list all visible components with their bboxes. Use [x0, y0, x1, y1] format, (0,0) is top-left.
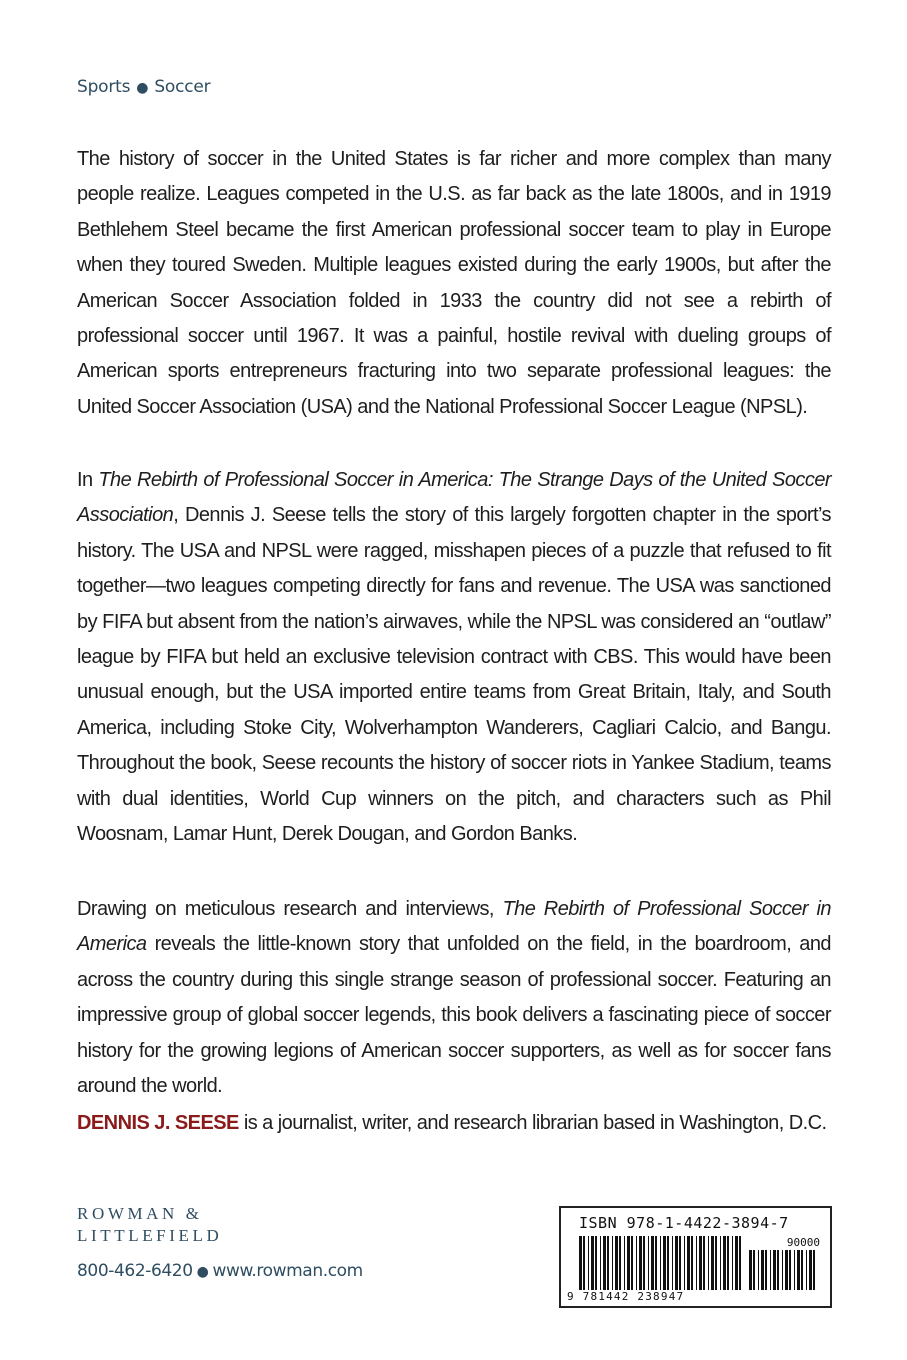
barcode-stripe — [600, 1236, 601, 1290]
barcode-stripe — [639, 1236, 642, 1290]
barcode-stripe — [699, 1236, 702, 1290]
barcode-stripe — [684, 1236, 685, 1290]
price-barcode-bars — [749, 1250, 817, 1290]
bullet-icon: ● — [196, 1264, 209, 1280]
category-line — [77, 77, 210, 97]
barcode-stripe — [648, 1236, 649, 1290]
barcode-stripe — [595, 1236, 597, 1290]
barcode-stripe — [679, 1236, 681, 1290]
p2-prefix: In — [77, 469, 99, 491]
barcode-stripe — [627, 1236, 630, 1290]
barcode-stripe — [789, 1250, 791, 1290]
barcode-stripe — [758, 1250, 759, 1290]
barcode-stripe — [801, 1250, 803, 1290]
barcode-stripe — [809, 1250, 812, 1290]
barcode-stripe — [675, 1236, 678, 1290]
barcode-stripe — [636, 1236, 637, 1290]
barcode-stripe — [777, 1250, 779, 1290]
barcode-stripe — [735, 1236, 738, 1290]
publisher-logo-line-1: ROWMAN & — [77, 1204, 203, 1223]
barcode-stripe — [785, 1250, 788, 1290]
publisher-logo — [77, 1203, 222, 1247]
barcode-stripe — [773, 1250, 776, 1290]
description-paragraph-1: The history of soccer in the United States is far richer and more complex than many people realize. Leagues competed in the U.S. as far back as the late 1800s, and in 1919 Bethlehem Steel became the first American professional soccer team to play in Europe when they toured Sweden. Multiple leagues existed during the early 1900s, but after the American Soccer Association folded in 1933 the country did not see a rebirth of professional soccer until 1967. It was a painful, hostile revival with dueling groups of American sports entrepreneurs fracturing into two separate professional leagues: the United Soccer Association (USA) and the National Professional Soccer League (NPSL). — [77, 148, 831, 418]
barcode-stripe — [631, 1236, 633, 1290]
barcode-stripe — [643, 1236, 645, 1290]
barcode-stripe — [727, 1236, 729, 1290]
barcode-stripe — [579, 1236, 582, 1290]
barcode-stripe — [715, 1236, 717, 1290]
p3-prefix: Drawing on meticulous research and interviews, — [77, 898, 503, 920]
barcode-stripe — [711, 1236, 714, 1290]
barcode-stripe — [696, 1236, 697, 1290]
barcode-stripe — [624, 1236, 625, 1290]
barcode-stripe — [806, 1250, 807, 1290]
barcode-stripe — [732, 1236, 733, 1290]
barcode-stripe — [663, 1236, 666, 1290]
barcode-stripe — [794, 1250, 795, 1290]
barcode-stripe — [761, 1250, 764, 1290]
barcode-stripe — [739, 1236, 741, 1290]
barcode-stripe — [797, 1250, 800, 1290]
book-title-short-italic: The Rebirth of Professional Soccer in America — [77, 898, 831, 956]
publisher-website: www.rowman.com — [212, 1261, 363, 1281]
barcode-stripe — [588, 1236, 589, 1290]
barcode-stripe — [603, 1236, 606, 1290]
barcode-stripe — [612, 1236, 613, 1290]
barcode-stripe — [720, 1236, 721, 1290]
barcode-stripe — [667, 1236, 669, 1290]
barcode-stripe — [723, 1236, 726, 1290]
barcode-stripe — [672, 1236, 673, 1290]
author-name: DENNIS J. SEESE — [77, 1112, 239, 1134]
barcode-stripe — [687, 1236, 690, 1290]
isbn-barcode — [559, 1206, 832, 1308]
barcode-bars — [579, 1236, 745, 1290]
category-sports: Sports — [77, 77, 131, 97]
barcode-stripe — [651, 1236, 654, 1290]
barcode-stripe — [813, 1250, 815, 1290]
price-code: 90000 — [786, 1236, 820, 1249]
barcode-stripe — [615, 1236, 618, 1290]
barcode-stripe — [765, 1250, 767, 1290]
barcode-stripe — [753, 1250, 755, 1290]
barcode-stripe — [782, 1250, 783, 1290]
category-soccer: Soccer — [154, 77, 211, 97]
author-bio-text: is a journalist, writer, and research librarian based in Washington, D.C. — [238, 1112, 827, 1134]
barcode-stripe — [607, 1236, 609, 1290]
p2-body: , Dennis J. Seese tells the story of this largely forgotten chapter in the sport’s history. The USA and NPSL were ragged, misshapen pieces of a puzzle that refused to fit together—two leagues competing directly for fans and revenue. The USA was sanctioned by FIFA but absent from the nation’s airwaves, while the NPSL was considered an “outlaw” league by FIFA but held an exclusive television contract with CBS. This would have been unusual enough, but the USA imported entire teams from Great Britain, Italy, and South America, including Stoke City, Wolverhampton Wanderers, Cagliari Calcio, and Bangu. Throughout the book, Seese recounts the history of soccer riots in Yankee Stadium, teams with dual identities, World Cup winners on the pitch, and characters such as Phil Woosnam, Lamar Hunt, Derek Dougan, and Gordon Banks. — [77, 504, 831, 846]
barcode-stripe — [655, 1236, 657, 1290]
barcode-stripe — [770, 1250, 771, 1290]
book-title-italic: The Rebirth of Professional Soccer in America: The Strange Days of the United Soccer Association — [77, 469, 831, 527]
bullet-icon: ● — [136, 80, 149, 96]
barcode-stripe — [660, 1236, 661, 1290]
barcode-stripe — [583, 1236, 585, 1290]
barcode-stripe — [619, 1236, 621, 1290]
barcode-digits: 9 781442 238947 — [567, 1290, 685, 1303]
barcode-stripe — [591, 1236, 594, 1290]
description-paragraph-2 — [77, 463, 831, 852]
author-bio — [77, 1106, 831, 1141]
publisher-contact — [77, 1261, 363, 1281]
barcode-stripe — [749, 1250, 752, 1290]
description-paragraph-3 — [77, 892, 831, 1104]
p3-body: reveals the little-known story that unfolded on the field, in the boardroom, and across the country during this single strange season of professional soccer. Featuring an impressive group of global soccer legends, this book delivers a fascinating piece of soccer history for the growing legions of American soccer supporters, as well as for soccer fans around the world. — [77, 933, 831, 1098]
publisher-phone: 800-462-6420 — [77, 1261, 193, 1281]
isbn-number: ISBN 978-1-4422-3894-7 — [579, 1214, 789, 1232]
publisher-logo-line-2: LITTLEFIELD — [77, 1226, 223, 1245]
barcode-stripe — [703, 1236, 705, 1290]
barcode-stripe — [691, 1236, 693, 1290]
barcode-stripe — [708, 1236, 709, 1290]
